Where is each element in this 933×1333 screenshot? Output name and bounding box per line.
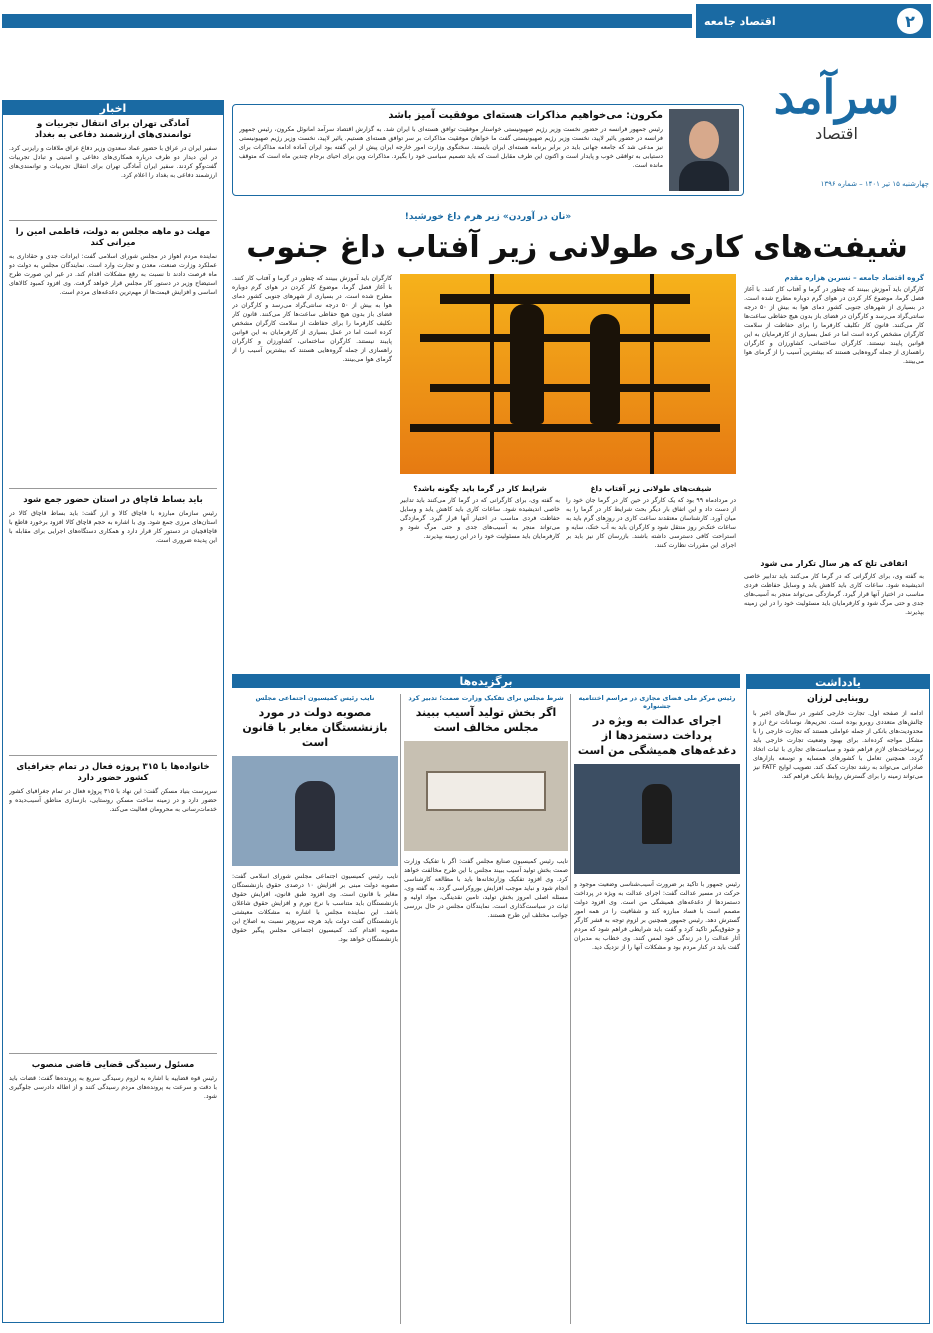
main-body-2b: به گفته وی، برای کارگرانی که در گرما کار می‌کنند باید تدابیر خاصی اندیشیده شود. ساعات کاری باید کاهش یابد و وسایل حفاظت فردی مناسب در اختیار آنها قرار گیرد. گرمازدگی می‌تواند منجر به آسیب‌های جدی و حتی مرگ شود و کارفرمایان باید مسئولیت خود را در این زمینه بپذیرند. [400, 497, 560, 540]
highlights-rail [232, 674, 740, 688]
header-strip [2, 14, 692, 28]
news-item [3, 223, 223, 486]
divider [9, 755, 217, 756]
main-subhead-3: اتفاقی تلخ که هر سال تکرار می شود [760, 559, 908, 568]
article-card [404, 694, 568, 1324]
article-photo [574, 764, 740, 874]
article-body: رئیس جمهور با تاکید بر ضرورت آسیب‌شناسی وضعیت موجود و حرکت در مسیر عدالت گفت: اجرای عدالت به ویژه در پرداخت دستمزدها از دغدغه‌های همیشگی من است. وی افزود دولت مصمم است با فساد مبارزه کند و شفافیت را در همه امور گسترش دهد. رئیس جمهور همچنین بر لزوم توجه به قشر کارگر و حقوق‌بگیر تاکید کرد و گفت باید شرایطی فراهم شود که مردم آثار عدالت را در زندگی خود لمس کنند. وی خطاب به مدیران گفت باید در کنار مردم بود و مشکلات آنها را از نزدیک دید. [574, 881, 740, 951]
section-header-band [696, 4, 931, 38]
news-sidebar [2, 100, 224, 1323]
news-item-body: رئیس قوه قضاییه با اشاره به لزوم رسیدگی سریع به پرونده‌ها گفت: قضات باید با دقت و سرعت به پرونده‌های مردم رسیدگی کنند و از اطاله دادرسی جلوگیری شود. [9, 1075, 217, 1100]
workers-silhouette-photo [400, 274, 736, 474]
column-divider [570, 694, 571, 1324]
article-kicker: رئیس مرکز ملی فضای مجازی در مراسم اختتامیه جشنواره [578, 694, 736, 710]
main-body-2: در مردادماه ۹۹ بود که یک کارگر در حین کار در گرما جان خود را از دست داد و این اتفاق بار دیگر بحث شرایط کار در گرما را به میان آورد. کارشناسان معتقدند ساعت کاری در روزهای گرم باید به ساعات خنک‌تر روز منتقل شود و کارگران باید به آب خنک، سایه و استراحت کافی دسترسی داشته باشند. بازرسان کار نیز باید بر اجرای این مقررات نظارت کنند. [566, 497, 736, 549]
macron-photo [669, 109, 739, 191]
article-card [232, 694, 398, 1324]
news-item-title: مهلت دو ماهه مجلس به دولت، فاطمی امین را میرانی کند [15, 227, 211, 248]
main-body-1: کارگران باید آموزش ببینند که چطور در گرما و آفتاب کار کنند. با آغاز فصل گرما، موضوع کار کردن در هوای گرم دوباره مطرح شده است. در بسیاری از شهرهای جنوبی کشور دمای هوا به بیش از ۵۰ درجه سانتی‌گراد می‌رسد و کارگران در فضای باز بدون هیچ حفاظی ساعت‌ها کار می‌کنند. قانون کار تکلیف کارفرما را برای حفاظت از سلامت کارگران مشخص کرده است اما در عمل بسیاری از کارفرمایان به این قوانین پایبند نیستند. کارگران ساختمانی، کشاورزان و کارگران راهسازی از جمله گروه‌هایی هستند که بیشترین آسیب را از گرمای هوا می‌بینند. [744, 286, 924, 365]
highlights-rail-label: برگزیده‌ها [459, 674, 513, 688]
news-item [3, 491, 223, 753]
main-right-column [744, 274, 924, 664]
page-number: ۲ [897, 8, 923, 34]
news-item-body: رئیس سازمان مبارزه با قاچاق کالا و ارز گفت: باید بساط قاچاق کالا در استان‌های مرزی جمع شود. وی با اشاره به حجم قاچاق کالا افزود برخورد قاطع با قاچاقچیان در دستور کار قرار دارد و همکاری دستگاه‌های اجرایی برای مقابله با این پدیده ضروری است. [9, 510, 217, 544]
column-divider [400, 694, 401, 1324]
editorial-box [746, 674, 930, 1324]
logo-text: سرآمد [773, 70, 900, 124]
divider [9, 1053, 217, 1054]
logo-sub: اقتصاد [815, 124, 858, 143]
article-photo [404, 741, 568, 851]
date-line: چهارشنبه ۱۵ تیر ۱۴۰۱ – شماره ۱۳۹۶ [820, 180, 929, 188]
article-card [574, 694, 740, 1324]
main-center-column [566, 484, 736, 664]
top-story-title: مکرون: می‌خواهیم مذاکرات هسته‌ای موفقیت آمیز باشد [388, 110, 663, 121]
article-kicker: نایب رئیس کمیسیون اجتماعی مجلس [255, 694, 375, 702]
news-item-body: سرپرست بنیاد مسکن گفت: این نهاد با ۳۱۵ پروژه فعال در تمام جغرافیای کشور حضور دارد و در زمینه ساخت مسکن روستایی، بازسازی مناطق آسیب‌دیده و خدمات‌رسانی به محرومان فعالیت می‌کند. [9, 788, 217, 813]
top-story-body: رئیس جمهور فرانسه در حضور نخست وزیر رژیم صهیونیستی خواستار موفقیت توافق هسته‌ای با ایران شد. به گزارش اقتصاد سرآمد امانوئل مکرون، رئیس جمهور فرانسه در حضور یائیر لاپید، نخست وزیر رژیم صهیونیستی گفت ما خواهان موفقیت مذاکرات بر سر توافق هسته‌ای هستیم. یائیر لاپید، نخست وزیر رژیم صهیونیستی نیز مدعی شد که جامعه جهانی باید در برابر برنامه هسته‌ای ایران بایستد. سخنگوی وزارت امور خارجه ایران پیش از این گفته بود ایران آماده ادامه مذاکرات برای دستیابی به توافقی خوب و پایدار است و اکنون این طرف مقابل است که باید تصمیم سیاسی خود را بگیرد. مذاکرات وین برای احیای برجام چندین ماه است که متوقف مانده است. [239, 126, 663, 169]
news-item-title: باید بساط قاچاق در استان حضور جمع شود [23, 495, 203, 505]
article-title: اجرای عدالت به ویژه در پرداخت دستمزدها از دغدغه‌های همیشگی من است [577, 714, 737, 757]
main-headline: شیفت‌های کاری طولانی زیر آفتاب داغ جنوب [246, 230, 908, 265]
main-body-3: به گفته وی، برای کارگرانی که در گرما کار می‌کنند باید تدابیر خاصی اندیشیده شود. ساعات کاری باید کاهش یابد و وسایل حفاظت فردی مناسب در اختیار آنها قرار گیرد. گرمازدگی می‌تواند منجر به آسیب‌های جدی و حتی مرگ شود و کارفرمایان باید مسئولیت خود را در این زمینه بپذیرند. [744, 573, 924, 616]
news-item [3, 758, 223, 1051]
main-center-left-column [400, 484, 560, 664]
editorial-body: ادامه از صفحه اول. تجارت خارجی کشور در سال‌های اخیر با چالش‌های متعددی روبرو بوده است. تحریم‌ها، نوسانات نرخ ارز و محدودیت‌های بانکی از جمله عواملی هستند که تجارت خارجی را با مشکل مواجه کرده‌اند. برای بهبود وضعیت تجارت خارجی باید زیرساخت‌های لازم فراهم شود و سیاست‌های تجاری با ثبات اتخاذ گردد. همچنین تعامل با کشورهای همسایه و توسعه بازارهای صادراتی می‌تواند به رشد تجارت کمک کند. تصویب لوایح FATF نیز می‌تواند زمینه را برای گسترش روابط بانکی فراهم کند. [753, 710, 923, 780]
news-item-body: سفیر ایران در عراق با حضور عماد سعدون وزیر دفاع عراق ملاقات و رایزنی کرد. در این دیدار دو طرف درباره همکاری‌های دفاعی و امنیتی و تبادل تجربیات گفت‌وگو کردند. سفیر ایران آمادگی تهران برای انتقال تجربیات و توانمندی‌های ارزشمند دفاعی به بغداد را اعلام کرد. [9, 145, 217, 179]
news-sidebar-header [3, 101, 223, 115]
divider [9, 488, 217, 489]
news-item-title: مسئول رسیدگی قضایی قاضی منصوب [31, 1060, 195, 1070]
main-kicker: «نان در آوردن» زیر هرم داغ خورشید! [404, 212, 572, 222]
news-item-body: نماینده مردم اهواز در مجلس شورای اسلامی گفت: ایرادات جدی و حقاداری به عملکرد وزارت صنعت، معدن و تجارت وارد است. نمایندگان مجلس به دولت دو ماه فرصت دادند تا نسبت به رفع مشکلات اقدام کند. در غیر این صورت طرح استیضاح وزیر در دستور کار مجلس قرار خواهد گرفت. وی افزود کمبود کالاهای اساسی و افزایش قیمت‌ها از مهم‌ترین دغدغه‌های مردم است. [9, 253, 217, 296]
main-subhead-2: شرایط کار در گرما باید چگونه باشد؟ [413, 484, 547, 493]
news-item-title: آمادگی تهران برای انتقال تجربیات و توانمندی‌های ارزشمند دفاعی به بغداد [34, 119, 192, 140]
editorial-header-label: یادداشت [815, 675, 861, 689]
article-title: مصوبه دولت در مورد بازنشستگان مغایر با قانون است [242, 706, 388, 749]
news-item [3, 115, 223, 218]
logo [744, 62, 929, 172]
divider [9, 220, 217, 221]
article-kicker: شرط مجلس برای تفکیک وزارت صمت؛ تدبیر کرد [408, 694, 564, 702]
news-item [3, 1056, 223, 1308]
section-label: اقتصاد جامعه [704, 14, 776, 28]
main-body-1b: کارگران باید آموزش ببینند که چطور در گرما و آفتاب کار کنند. با آغاز فصل گرما، موضوع کار کردن در هوای گرم دوباره مطرح شده است. در بسیاری از شهرهای جنوبی کشور دمای هوا به بیش از ۵۰ درجه سانتی‌گراد می‌رسد و کارگران در فضای باز بدون هیچ حفاظی ساعت‌ها کار می‌کنند. قانون کار تکلیف کارفرما را برای حفاظت از سلامت کارگران مشخص کرده است اما در عمل بسیاری از کارفرمایان به این قوانین پایبند نیستند. کارگران ساختمانی، کشاورزان و کارگران راهسازی از جمله گروه‌هایی هستند که بیشترین آسیب را از گرمای هوا می‌بینند. [232, 275, 392, 363]
top-story-box [232, 104, 744, 196]
editorial-header [747, 675, 929, 689]
editorial-title: روبنایی لرزان [807, 694, 869, 704]
main-left-column [232, 274, 392, 664]
main-subhead-1: شیفت‌های طولانی زیر آفتاب داغ [590, 484, 712, 493]
article-photo [232, 756, 398, 866]
news-sidebar-title: اخبار [99, 101, 127, 115]
article-body: نایب رئیس کمیسیون صنایع مجلس گفت: اگر با تفکیک وزارت صمت بخش تولید آسیب ببیند مجلس با این طرح مخالفت خواهد کرد. وی افزود تفکیک وزارتخانه‌ها باید با مطالعه کارشناسی انجام شود و نباید موجب افزایش بوروکراسی گردد. به گفته وی، مسئله اصلی امروز بخش تولید، تامین نقدینگی، مواد اولیه و ثبات در سیاست‌گذاری است. نمایندگان مجلس در حال بررسی جوانب مختلف این طرح هستند. [404, 858, 568, 919]
main-byline: گروه اقتصاد جامعه – نسرین هزاره مقدم [784, 274, 924, 282]
article-body: نایب رئیس کمیسیون اجتماعی مجلس شورای اسلامی گفت: مصوبه دولت مبنی بر افزایش ۱۰ درصدی حقوق بازنشستگان مغایر با قانون است. وی افزود طبق قانون، افزایش حقوق بازنشستگان باید متناسب با نرخ تورم و افزایش حقوق شاغلان باشد. این نماینده مجلس با اشاره به مشکلات معیشتی بازنشستگان گفت دولت باید هرچه سریع‌تر نسبت به اصلاح این مصوبه اقدام کند. کمیسیون اجتماعی مجلس پیگیر حقوق بازنشستگان خواهد بود. [232, 873, 398, 943]
news-item-title: خانواده‌ها با ۳۱۵ پروژه فعال در تمام جغرافیای کشور حضور دارد [16, 762, 210, 783]
article-title: اگر بخش تولید آسیب ببیند مجلس مخالف است [415, 706, 557, 734]
